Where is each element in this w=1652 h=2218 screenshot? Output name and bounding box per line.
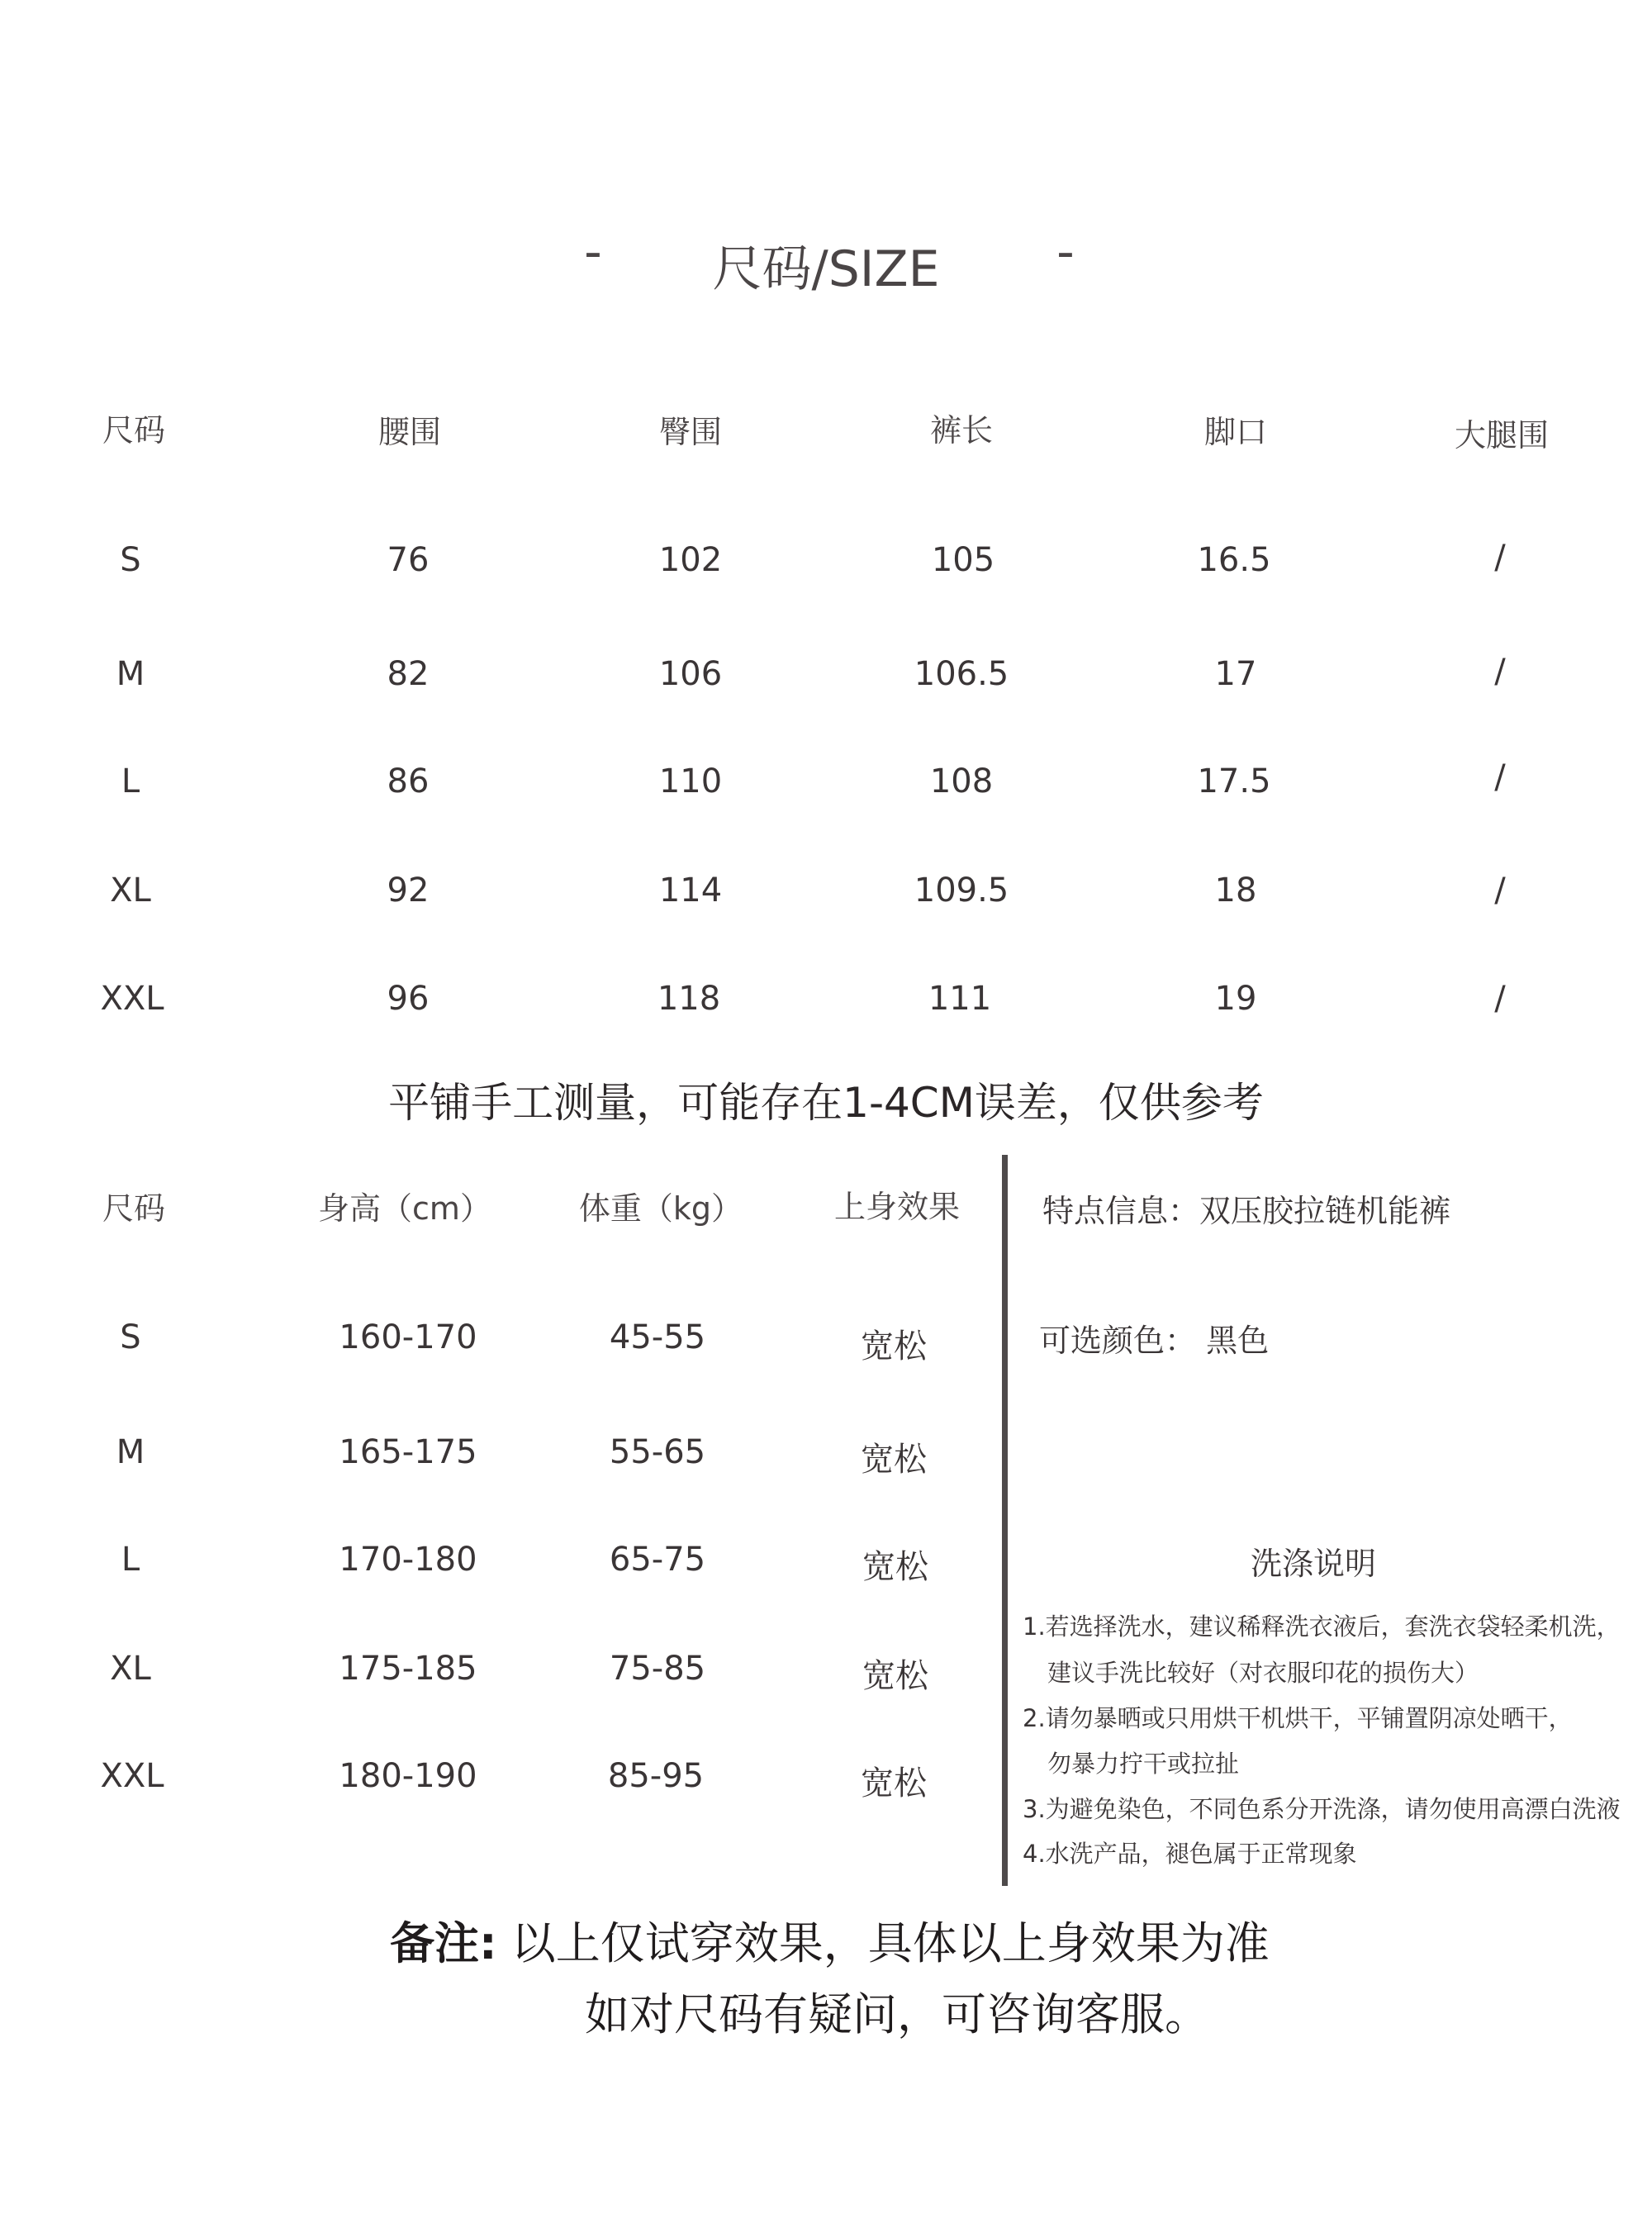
size-table-header: 尺码	[102, 412, 166, 449]
fit-cell: XXL	[100, 1757, 164, 1795]
fit-cell: 160-170	[339, 1318, 477, 1356]
title-dash-right: -	[1056, 223, 1075, 281]
fit-cell: L	[121, 1541, 140, 1579]
size-cell: 18	[1214, 872, 1257, 910]
remark-text: 以上仅试穿效果，具体以上身效果为准	[510, 1917, 1270, 1969]
fit-cell: 180-190	[339, 1757, 477, 1795]
size-cell: /	[1494, 872, 1506, 910]
features-info: 特点信息：双压胶拉链机能裤	[1042, 1193, 1451, 1229]
vertical-divider	[1002, 1155, 1008, 1886]
color-options: 可选颜色： 黑色	[1039, 1323, 1270, 1359]
size-cell: 96	[387, 980, 430, 1018]
washing-line: 2.请勿暴晒或只用烘干机烘干，平铺置阴凉处晒干，	[1023, 1704, 1573, 1732]
remark-line-2: 如对尺码有疑问，可咨询客服。	[585, 1988, 1209, 2040]
fit-cell: XL	[110, 1650, 151, 1688]
size-cell: 16.5	[1197, 541, 1271, 579]
size-cell: 118	[657, 980, 721, 1018]
size-table-header: 腰围	[377, 414, 442, 450]
size-table-header: 大腿围	[1454, 417, 1550, 454]
fit-cell: 宽松	[862, 1548, 928, 1586]
size-cell: L	[121, 762, 140, 800]
fit-table-header: 身高（cm）	[318, 1190, 491, 1227]
size-cell: /	[1494, 758, 1506, 796]
size-cell: 82	[387, 655, 430, 693]
size-cell: 106.5	[914, 655, 1009, 693]
fit-cell: 宽松	[861, 1764, 927, 1802]
fit-cell: 75-85	[609, 1650, 706, 1688]
washing-title: 洗涤说明	[1250, 1546, 1377, 1582]
washing-line: 建议手洗比较好（对衣服印花的损伤大）	[1047, 1659, 1479, 1687]
fit-table-header: 上身效果	[833, 1189, 961, 1225]
fit-cell: 65-75	[609, 1541, 706, 1579]
washing-line: 1.若选择洗水，建议稀释洗衣液后，套洗衣袋轻柔机洗，	[1023, 1612, 1621, 1641]
size-cell: 111	[928, 980, 992, 1018]
fit-cell: M	[116, 1433, 145, 1471]
fit-cell: 45-55	[609, 1318, 706, 1356]
size-cell: M	[116, 655, 145, 693]
size-cell: /	[1494, 653, 1506, 691]
size-cell: 92	[387, 872, 430, 910]
size-cell: 106	[658, 655, 723, 693]
size-cell: 110	[658, 762, 723, 800]
size-cell: /	[1494, 539, 1506, 577]
washing-line: 勿暴力拧干或拉扯	[1047, 1750, 1240, 1778]
size-cell: XXL	[100, 980, 164, 1018]
washing-line: 4.水洗产品，褪色属于正常现象	[1023, 1840, 1357, 1868]
size-table-header: 臀围	[658, 414, 723, 450]
size-cell: 108	[929, 762, 994, 800]
fit-cell: 宽松	[861, 1441, 927, 1479]
page-title: 尺码/SIZE	[712, 240, 940, 298]
size-table-header: 裤长	[929, 412, 994, 449]
title-dash-left: -	[584, 223, 602, 281]
size-cell: XL	[110, 872, 151, 910]
fit-cell: 170-180	[339, 1541, 477, 1579]
size-cell: 105	[931, 541, 995, 579]
remark-label: 备注:	[390, 1917, 497, 1969]
size-cell: 109.5	[914, 872, 1009, 910]
remark-line-1	[390, 1908, 1270, 1972]
fit-cell: 宽松	[862, 1657, 928, 1695]
fit-cell: S	[120, 1318, 141, 1356]
size-cell: 17	[1214, 655, 1257, 693]
size-cell: /	[1494, 980, 1506, 1018]
fit-cell: 175-185	[339, 1650, 477, 1688]
washing-line: 3.为避免染色，不同色系分开洗涤，请勿使用高漂白洗液	[1023, 1795, 1621, 1823]
size-cell: 76	[387, 541, 430, 579]
size-cell: 114	[658, 872, 723, 910]
measurement-note: 平铺手工测量，可能存在1-4CM误差，仅供参考	[388, 1079, 1264, 1127]
fit-cell: 55-65	[609, 1433, 706, 1471]
fit-table-header: 体重（kg）	[578, 1190, 743, 1227]
size-cell: S	[120, 541, 141, 579]
fit-cell: 85-95	[607, 1757, 705, 1795]
size-cell: 19	[1214, 980, 1257, 1018]
size-cell: 17.5	[1197, 762, 1271, 800]
fit-cell: 宽松	[861, 1327, 927, 1365]
fit-cell: 165-175	[339, 1433, 477, 1471]
size-table-header: 脚口	[1203, 414, 1268, 450]
size-cell: 86	[387, 762, 430, 800]
fit-table-header: 尺码	[102, 1190, 166, 1227]
size-cell: 102	[658, 541, 723, 579]
